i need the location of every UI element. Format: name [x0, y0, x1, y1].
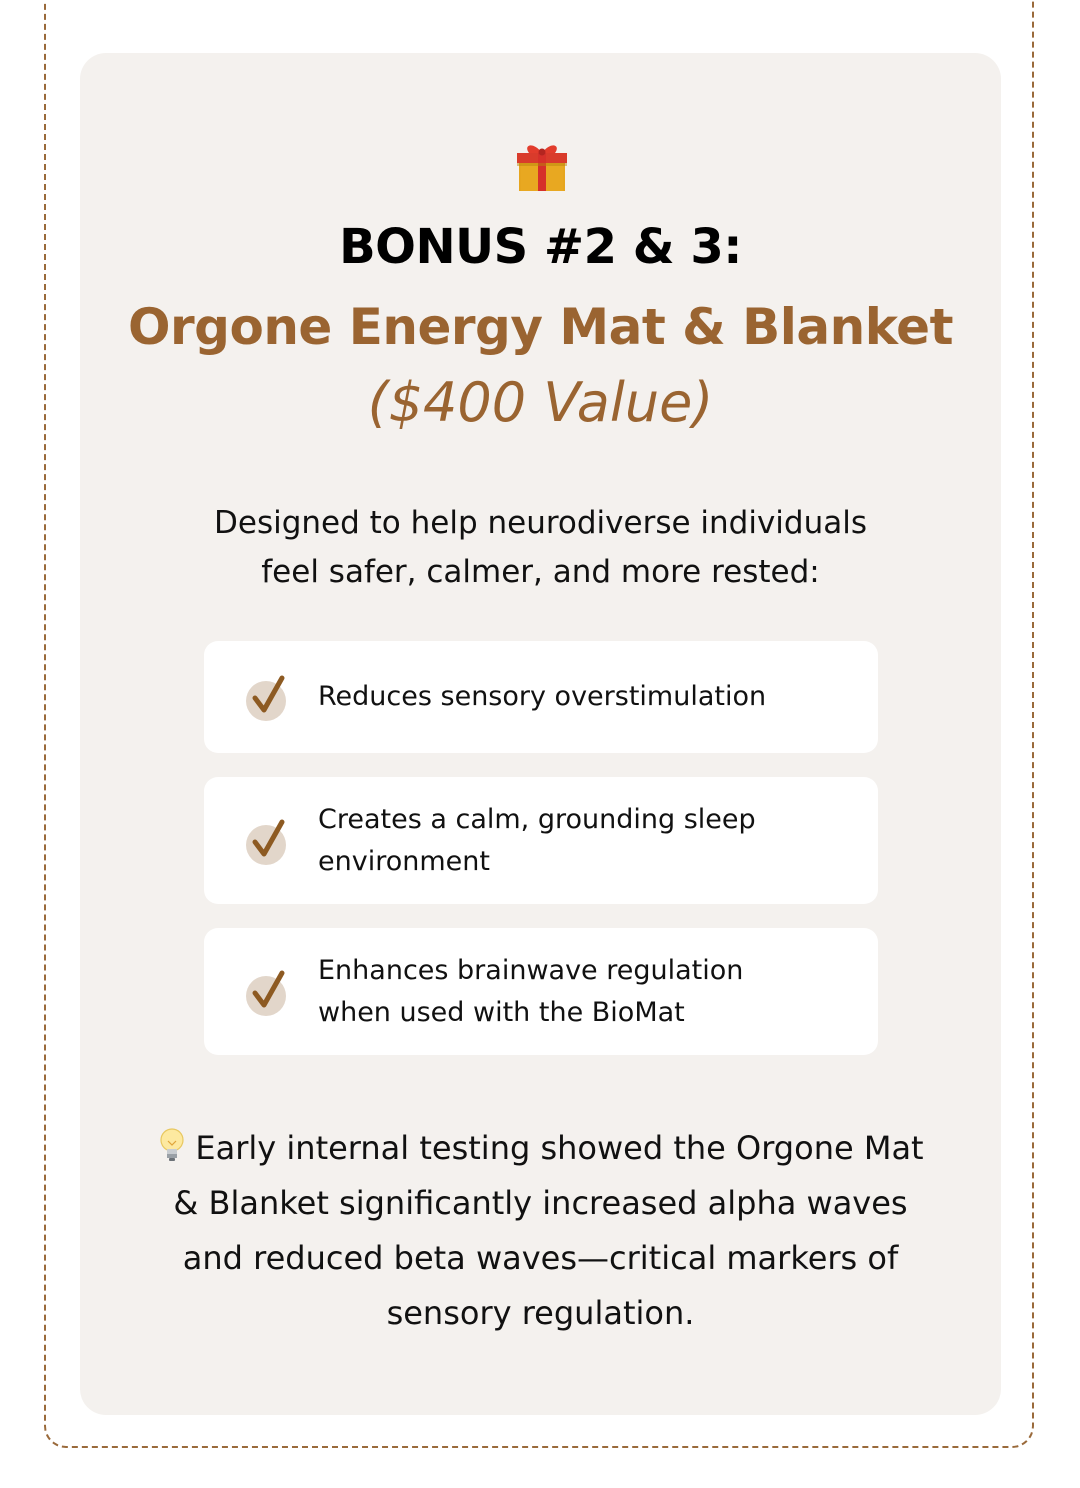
gift-icon	[513, 137, 571, 195]
value-text: ($400 Value)	[367, 371, 714, 434]
testing-note	[120, 1121, 961, 1341]
lightbulb-icon	[157, 1127, 187, 1163]
benefit-text	[318, 799, 756, 883]
benefit-line-2: when used with the BioMat	[318, 996, 685, 1028]
bonus-title: BONUS #2 & 3:	[339, 219, 742, 275]
benefit-item-2	[204, 777, 878, 904]
benefit-item-1	[204, 641, 878, 753]
benefit-text	[318, 676, 766, 718]
benefit-item-3	[204, 928, 878, 1055]
checkmark-icon	[244, 816, 294, 866]
intro-line-1: Designed to help neurodiverse individuals	[214, 505, 867, 541]
intro-line-2: feel safer, calmer, and more rested:	[261, 554, 820, 590]
checkmark-icon	[244, 967, 294, 1017]
benefit-line-1: Reduces sensory overstimulation	[318, 681, 767, 712]
testing-line-4: sensory regulation.	[386, 1294, 695, 1332]
intro-text	[160, 499, 921, 597]
benefit-line-1: Enhances brainwave regulation	[318, 954, 744, 986]
testing-line-3: and reduced beta waves—critical markers of	[182, 1239, 899, 1277]
benefit-line-2: environment	[318, 845, 490, 877]
checkmark-icon	[244, 672, 294, 722]
benefit-text	[318, 950, 743, 1034]
bonus-card	[80, 53, 1001, 1415]
testing-line-1	[120, 1121, 961, 1176]
product-title: Orgone Energy Mat & Blanket	[128, 298, 953, 356]
testing-text-1: Early internal testing showed the Orgone Mat	[195, 1129, 924, 1167]
benefit-line-1: Creates a calm, grounding sleep	[318, 803, 756, 835]
testing-line-2: & Blanket significantly increased alpha waves	[173, 1184, 908, 1222]
